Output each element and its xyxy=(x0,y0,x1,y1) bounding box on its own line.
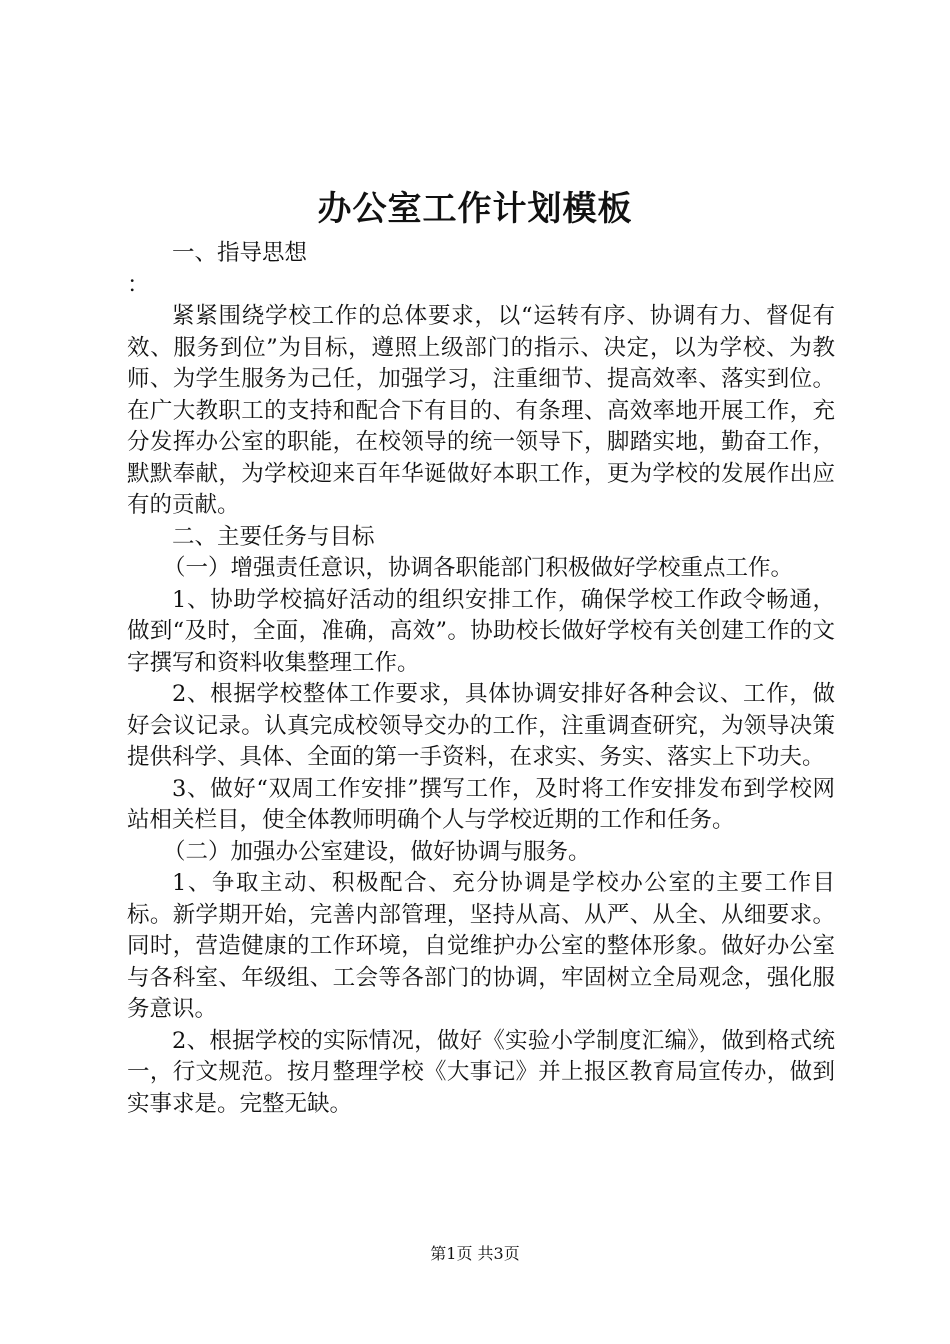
subheading-responsibility: （一）增强责任意识，协调各职能部门积极做好学校重点工作。 xyxy=(163,555,794,581)
paragraph-item-1: 1、协助学校搞好活动的组织安排工作，确保学校工作政令畅通，做到“及时，全面，准确，高效”。协助校长做好学校有关创建工作的文字撰写和资料收集整理工作。 xyxy=(127,586,835,676)
paragraph-item-3: 3、做好“双周工作安排”撰写工作，及时将工作安排发布到学校网站相关栏目，使全体教师明确个人与学校近期的工作和任务。 xyxy=(127,775,835,833)
document-body xyxy=(127,238,835,1120)
heading-guiding-thought: 一、指导思想 xyxy=(172,240,308,266)
page-number: 第1页 共3页 xyxy=(430,1244,520,1263)
colon-line: ： xyxy=(127,271,150,298)
paragraph-item-5: 2、根据学校的实际情况，做好《实验小学制度汇编》，做到格式统一，行文规范。按月整理学校《大事记》并上报区教育局宣传办，做到实事求是。完整无缺。 xyxy=(127,1027,835,1117)
paragraph-item-4: 1、争取主动、积极配合、充分协调是学校办公室的主要工作目标。新学期开始，完善内部管理，坚持从高、从严、从全、从细要求。同时，营造健康的工作环境，自觉维护办公室的整体形象。做好办公室与各科室、年级组、工会等各部门的协调，牢固树立全局观念，强化服务意识。 xyxy=(127,870,835,1022)
heading-main-tasks: 二、主要任务与目标 xyxy=(172,523,375,550)
paragraph-intro: 紧紧围绕学校工作的总体要求，以“运转有序、协调有力、督促有效、服务到位”为目标，遵照上级部门的指示、决定，以为学校、为教师、为学生服务为己任，加强学习，注重细节、提高效率、落实到位。在广大教职工的支持和配合下有目的、有条理、高效率地开展工作，充分发挥办公室的职能，在校领导的统一领导下，脚踏实地，勤奋工作，默默奉献，为学校迎来百年华诞做好本职工作，更为学校的发展作出应有的贡献。 xyxy=(127,303,835,518)
paragraph-item-2: 2、根据学校整体工作要求，具体协调安排好各种会议、工作，做好会议记录。认真完成校领导交办的工作，注重调查研究，为领导决策提供科学、具体、全面的第一手资料，在求实、务实、落实上下功夫。 xyxy=(127,681,835,770)
document-title: 办公室工作计划模板 xyxy=(317,189,633,229)
subheading-office-building: （二）加强办公室建设，做好协调与服务。 xyxy=(163,838,591,865)
